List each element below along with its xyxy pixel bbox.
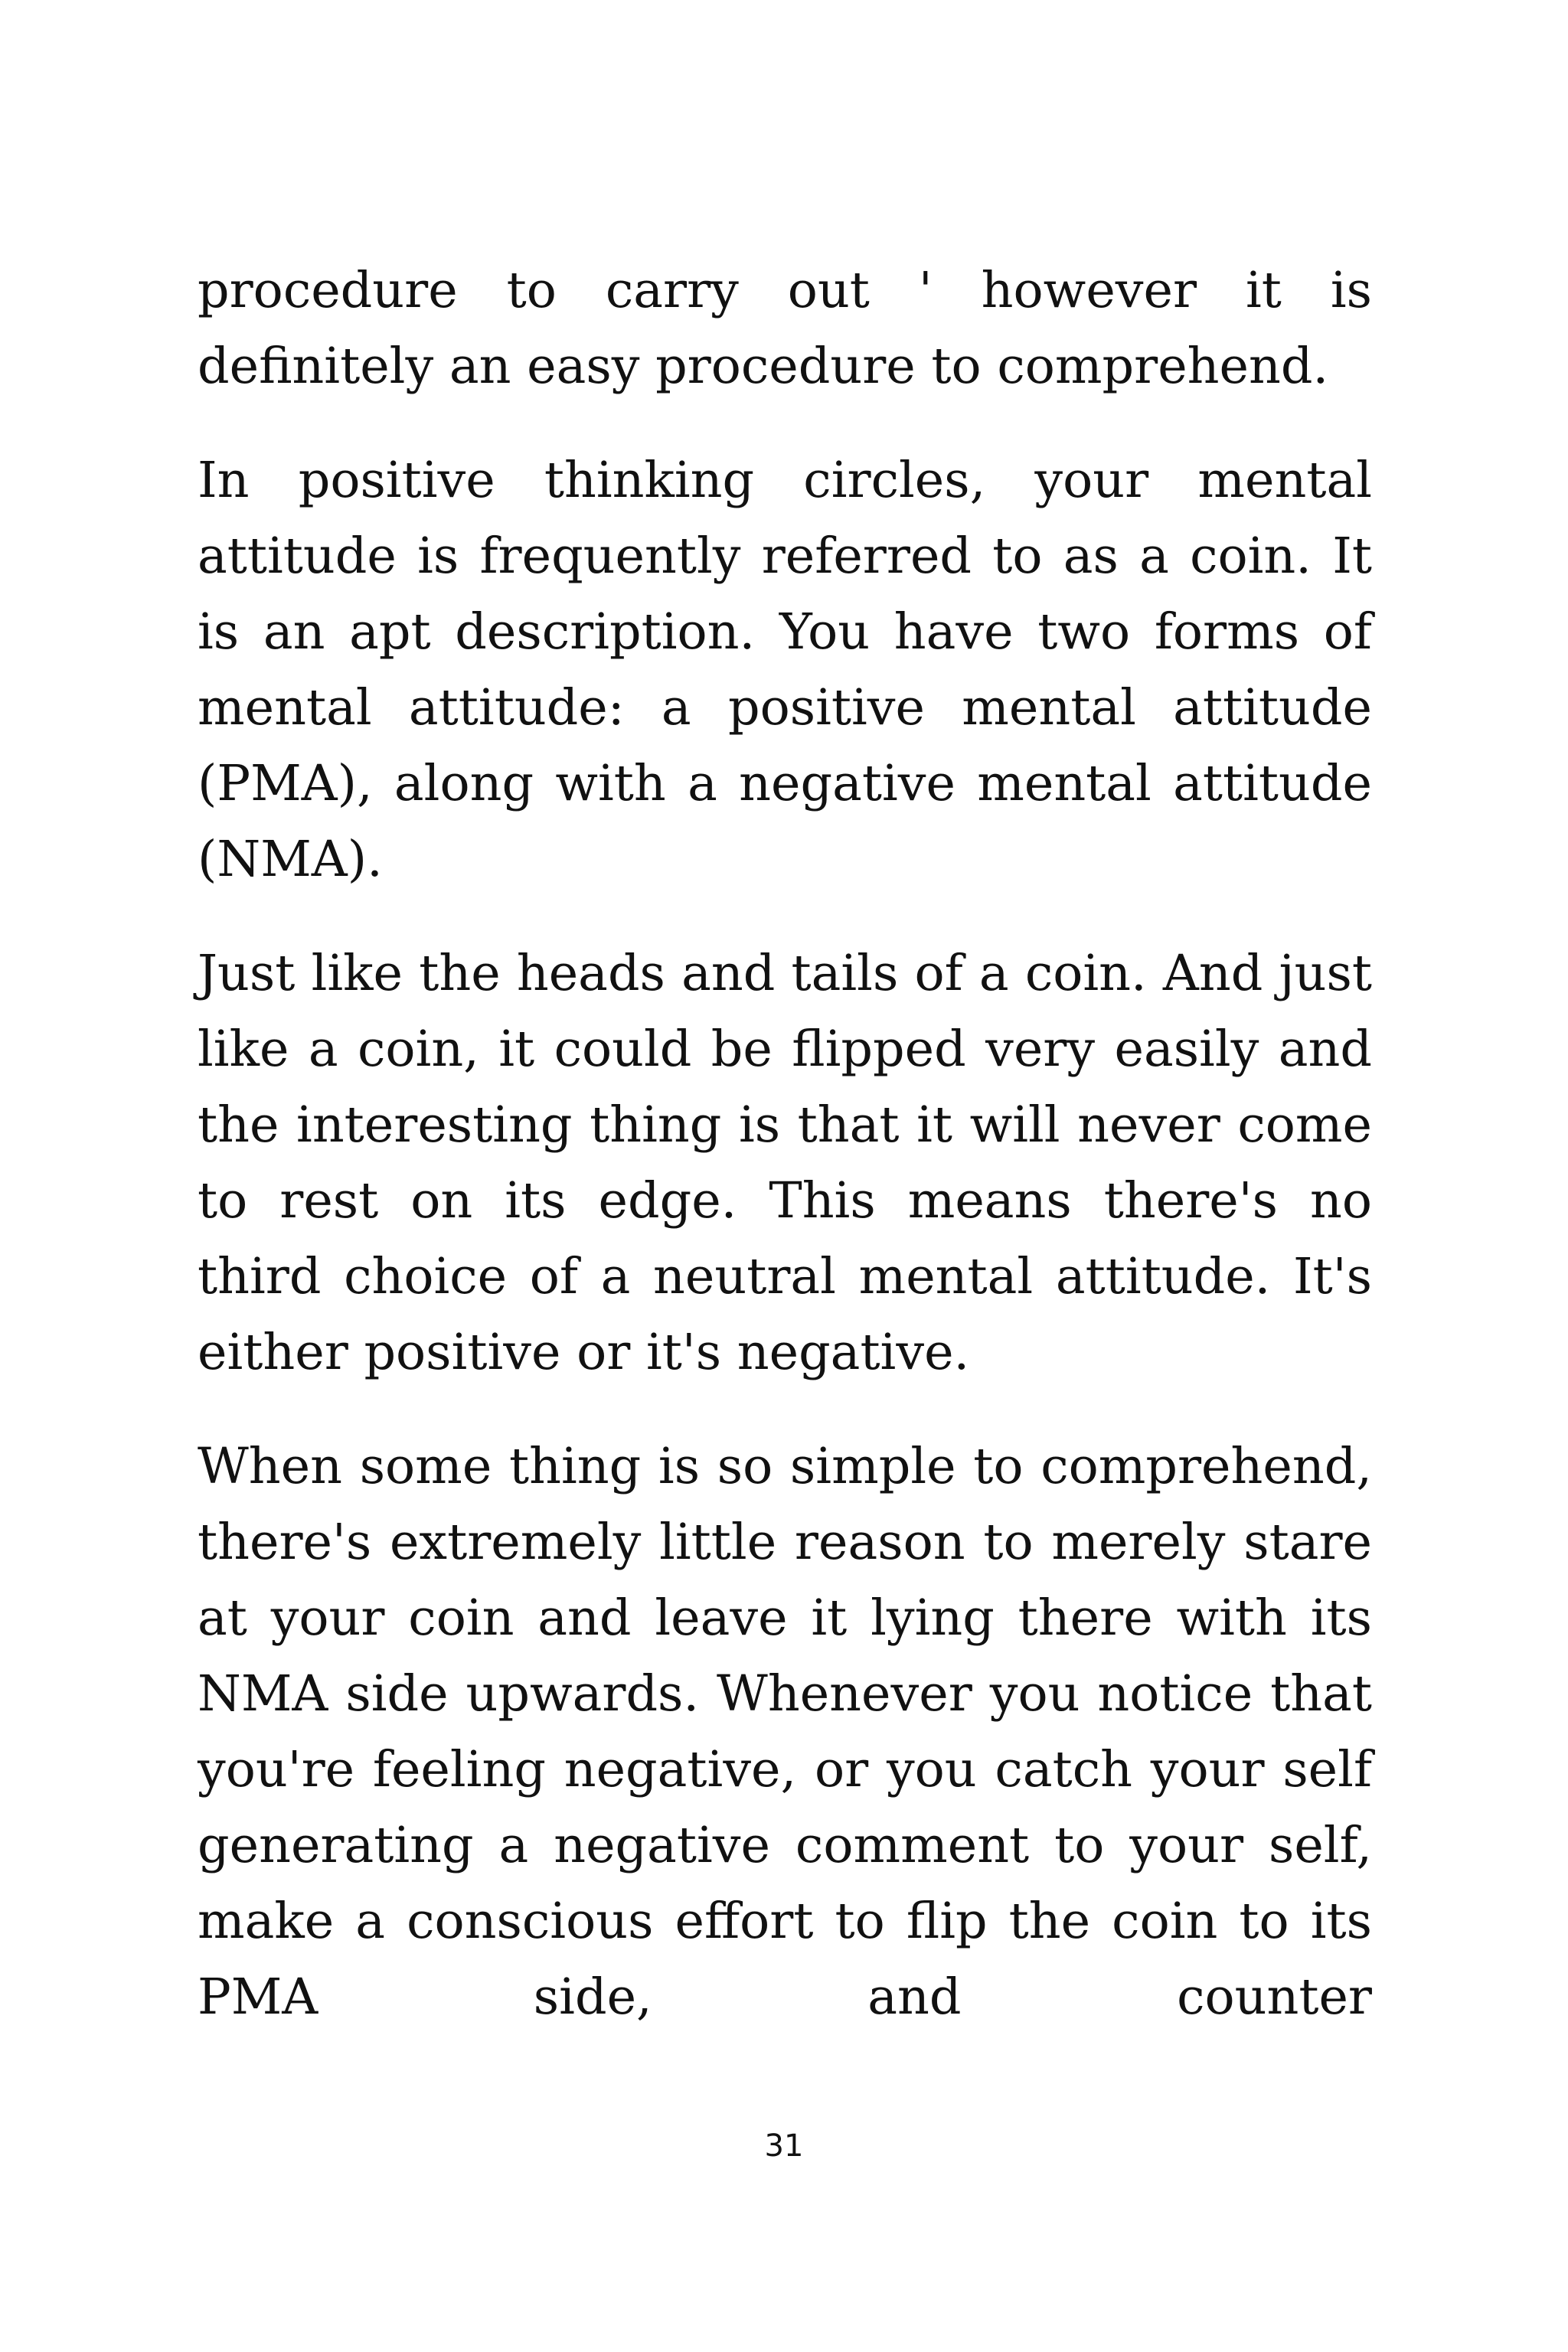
paragraph-3: Just like the heads and tails of a coin. And just like a coin, it could be flipped very easily and the interesting thing is that it will never come to rest on its edge. This means there's no third choice of a neutral mental attitude. It's either positive or it's negative. bbox=[198, 945, 1372, 1381]
paragraph-2: In positive thinking circles, your mental attitude is frequently referred to as a coin. It is an apt description. You have two forms of mental attitude: a positive mental attitude (PMA), along with a negative mental attitude (NMA). bbox=[198, 452, 1372, 888]
paragraph-4: When some thing is so simple to comprehend, there's extremely little reason to merely stare at your coin and leave it lying there with its NMA side upwards. Whenever you notice that you're feeling negative, or you catch your self generating a negative comment to your self, make a conscious effort to flip the coin to its PMA side, and counter bbox=[198, 1438, 1372, 2026]
body-text bbox=[198, 253, 1372, 2073]
page-number: 31 bbox=[764, 2128, 804, 2164]
paragraph-1: procedure to carry out ' however it is definitely an easy procedure to comprehend. bbox=[198, 262, 1372, 395]
